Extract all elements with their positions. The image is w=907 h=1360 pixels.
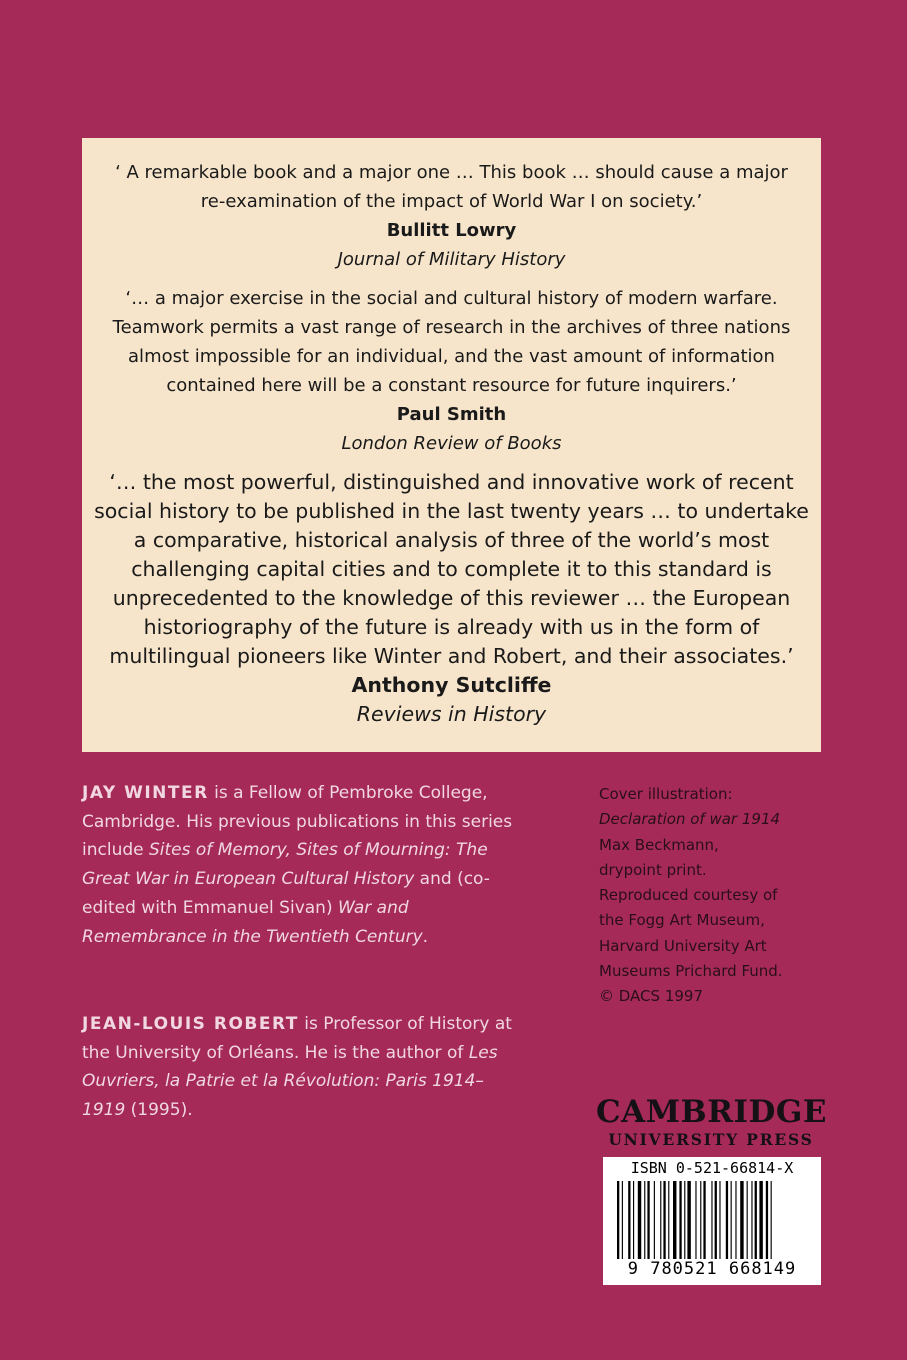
credit-label: Cover illustration: <box>599 785 733 803</box>
barcode-bar <box>747 1181 748 1267</box>
review-quote-2 <box>92 284 811 458</box>
barcode-bar <box>660 1181 661 1267</box>
book-title: Sites of Memory, Sites of Mourning: The Great War in European Cultural History <box>82 840 488 890</box>
review-quote-3 <box>92 468 811 729</box>
barcode-bar <box>684 1181 685 1267</box>
barcode-bar <box>751 1181 752 1267</box>
barcode-bar <box>755 1181 757 1267</box>
author-bio-winter <box>82 779 522 951</box>
credit-line: the Fogg Art Museum, <box>599 911 765 930</box>
quote-source: London Review of Books <box>341 433 562 454</box>
barcode-bar <box>715 1181 717 1267</box>
barcode-bar <box>647 1181 649 1267</box>
book-title: War and Remembrance in the Twentieth Century <box>82 897 423 947</box>
barcode-bar <box>703 1181 705 1267</box>
barcode-bars <box>615 1181 815 1267</box>
quote-author: Anthony Sutcliffe <box>351 673 552 697</box>
publisher-subtitle: UNIVERSITY PRESS <box>608 1130 814 1149</box>
publisher-name: CAMBRIDGE <box>596 1094 827 1130</box>
credit-line: Harvard University Art <box>599 936 767 955</box>
bio-text: (1995). <box>125 1100 193 1121</box>
quote-text: ‘… a major exercise in the social and cultural history of modern warfare. Teamwork permits a vast range of research in the archives of three nations almost impossible for an individual, and the vast amount of information contained here will be a constant resource for future inquirers.’ <box>112 288 791 396</box>
credit-line: Museums Prichard Fund. <box>599 962 783 981</box>
publisher-logo <box>596 1094 826 1150</box>
barcode-bar <box>695 1181 696 1267</box>
credit-line: Reproduced courtesy of <box>599 886 778 905</box>
author-name: JEAN-LOUIS ROBERT <box>82 1014 299 1034</box>
bio-text: . <box>422 926 429 947</box>
barcode-bar <box>633 1181 634 1267</box>
bio-text: is Professor of History at the University of Orléans. He is the author of <box>82 1014 512 1063</box>
barcode-bar <box>759 1181 762 1267</box>
barcode-bar <box>617 1181 619 1267</box>
review-quotes-panel <box>82 138 821 752</box>
quote-text: ‘ A remarkable book and a major one … This book … should cause a major re-examination of the impact of World War I on society.’ <box>115 162 788 212</box>
bio-text: is a Fellow of Pembroke College, Cambridge. His previous publications in this series include <box>82 783 513 861</box>
barcode-bar <box>711 1181 712 1267</box>
credit-line: © DACS 1997 <box>599 987 703 1006</box>
barcode-bar <box>726 1181 728 1267</box>
bio-text: and (co-edited with Emmanuel Sivan) <box>82 869 490 918</box>
quote-text: ‘… the most powerful, distinguished and innovative work of recent social history to be published in the last twenty years … to undertake a comparative, historical analysis of three of the world’s most challenging capital cities and to complete it to this standard is unprecedented to the knowledge of this reviewer … the European historiography of the future is already with us in the form of multilingual pioneers like Winter and Robert, and their associates.’ <box>94 470 809 668</box>
barcode-bar <box>731 1181 732 1267</box>
barcode-bar <box>679 1181 681 1267</box>
quote-source: Journal of Military History <box>337 249 566 270</box>
barcode-bar <box>687 1181 690 1267</box>
barcode-bar <box>673 1181 676 1267</box>
barcode-bar <box>735 1181 736 1267</box>
barcode-bar <box>644 1181 645 1267</box>
barcode-bar <box>663 1181 665 1267</box>
credit-line: drypoint print. <box>599 860 707 879</box>
barcode-bar <box>719 1181 720 1267</box>
barcode-bar <box>628 1181 630 1267</box>
book-title: Les Ouvriers, la Patrie et la Révolution: Paris 1914–1919 <box>82 1042 498 1121</box>
barcode-bar <box>654 1181 655 1267</box>
author-bio-robert <box>82 1010 522 1125</box>
barcode-bar <box>668 1181 669 1267</box>
quote-source: Reviews in History <box>356 702 547 726</box>
barcode-bar <box>622 1181 623 1267</box>
barcode-bar <box>771 1181 772 1267</box>
barcode-bar <box>740 1181 743 1267</box>
author-name: JAY WINTER <box>82 783 209 803</box>
barcode-bar <box>638 1181 641 1267</box>
ean-number: 9 780521 668149 <box>603 1259 821 1279</box>
isbn-number: ISBN 0-521-66814-X <box>630 1159 794 1177</box>
quote-author: Paul Smith <box>396 404 507 425</box>
artwork-title: Declaration of war 1914 <box>599 810 781 829</box>
cover-illustration-credit <box>599 782 829 1010</box>
review-quote-1 <box>102 158 801 274</box>
barcode-bar <box>766 1181 768 1267</box>
barcode-bar <box>700 1181 701 1267</box>
credit-line: Max Beckmann, <box>599 835 719 854</box>
isbn-barcode <box>603 1157 821 1285</box>
quote-author: Bullitt Lowry <box>386 220 517 241</box>
